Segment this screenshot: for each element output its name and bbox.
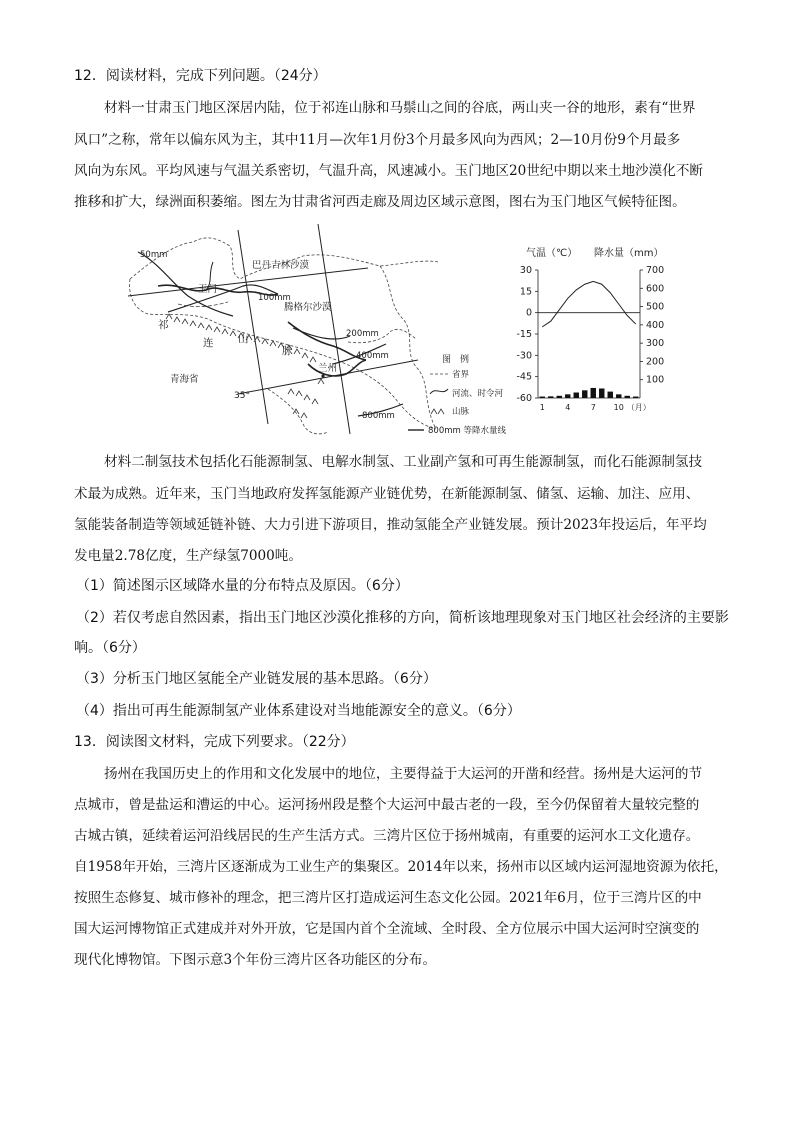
legend-mountain-swatch bbox=[431, 409, 444, 414]
precipitation-bar bbox=[548, 396, 553, 398]
tengger-desert-label: 腾格尔沙漠 bbox=[284, 302, 332, 313]
legend-border-label: 省界 bbox=[452, 370, 470, 380]
precipitation-bar bbox=[565, 394, 570, 398]
q13-body-line: 古城古镇，延续着运河沿线居民的生产生活方式。三湾片区位于扬州城南，有重要的运河水工文化遗存。 bbox=[74, 828, 700, 844]
isohyet-200mm-label: 200mm bbox=[346, 329, 379, 339]
q12-material1-line: 风口”之称，常年以偏东风为主，其中11月—次年1月份3个月最多风向为西风；2—10月份9个月最多 bbox=[74, 132, 681, 148]
q12-title: 12．阅读材料，完成下列问题。（24分） bbox=[74, 68, 327, 84]
qilian-char-qi: 祁 bbox=[158, 319, 169, 331]
q13-title: 13．阅读图文材料，完成下列要求。（22分） bbox=[74, 734, 355, 750]
latitude-35-label: 35° bbox=[234, 391, 250, 401]
precipitation-bar bbox=[608, 392, 613, 398]
isohyet-100mm-label: 100mm bbox=[258, 293, 291, 303]
q13-body-line: 自1958年开始，三湾片区逐渐成为工业生产的集聚区。2014年以来，扬州市以区域内运河湿地资源为依托， bbox=[74, 859, 728, 875]
precipitation-axis-title: 降水量（mm） bbox=[594, 248, 664, 259]
right-tick-label: 300 bbox=[646, 338, 665, 350]
left-tick-label: -30 bbox=[516, 350, 532, 362]
legend-title: 图 例 bbox=[442, 355, 470, 365]
precipitation-bar bbox=[591, 388, 596, 398]
q13-body-line: 点城市，曾是盐运和漕运的中心。运河扬州段是整个大运河中最古老的一段，至今仍保留着大量较完整的 bbox=[74, 797, 700, 813]
q12-material1-line: 推移和扩大，绿洲面积萎缩。图左为甘肃省河西走廊及周边区域示意图，图右为玉门地区气候特征图。 bbox=[74, 194, 686, 210]
yumen-climate-chart bbox=[490, 242, 690, 422]
qilian-char-shan: 山 bbox=[238, 333, 249, 345]
lanzhou-label: 兰州 bbox=[318, 363, 338, 374]
legend-river-label: 河流、时令河 bbox=[452, 389, 504, 399]
q12-subquestion-2-cont: 响。（6分） bbox=[74, 640, 146, 656]
isohyet-800mm-label: 800mm bbox=[362, 411, 395, 421]
q12-material2-line: 发电量2.78亿度，生产绿氢7000吨。 bbox=[74, 548, 302, 564]
precipitation-bar bbox=[540, 397, 545, 398]
left-tick-label: -60 bbox=[516, 393, 532, 404]
right-tick-label: 600 bbox=[646, 283, 665, 295]
lanzhou-city-dot bbox=[321, 374, 324, 377]
qilian-mountain-symbols bbox=[166, 314, 324, 418]
q12-subquestion-2: （2）若仅考虑自然因素，指出玉门地区沙漠化推移的方向，简析该地理现象对玉门地区社会经济的主要影 bbox=[76, 610, 729, 626]
q12-material1-line: 材料一甘肃玉门地区深居内陆，位于祁连山脉和马鬃山之间的谷底，两山夹一谷的地形，素有“世界 bbox=[104, 100, 696, 116]
precipitation-bar bbox=[557, 396, 562, 398]
isohyet bbox=[293, 328, 350, 339]
month-axis-unit: （月） bbox=[626, 403, 651, 412]
qinghai-province-label: 青海省 bbox=[170, 374, 199, 385]
legend-mountain-label: 山脉 bbox=[452, 407, 470, 417]
province-border bbox=[268, 389, 328, 434]
left-tick-label: -45 bbox=[516, 371, 532, 383]
qilian-char-lian: 连 bbox=[203, 337, 214, 349]
right-tick-label: 500 bbox=[646, 301, 665, 313]
q12-material2-line: 术最为成熟。近年来，玉门当地政府发挥氢能源产业链优势，在新能源制氢、储氢、运输、加注、应用、 bbox=[74, 486, 700, 502]
q13-body-line: 现代化博物馆。下图示意3个年份三湾片区各功能区的分布。 bbox=[74, 952, 437, 968]
month-tick-label: 7 bbox=[590, 403, 596, 412]
qilian-char-mai: 脉 bbox=[282, 345, 293, 357]
q12-subquestion-1: （1）简述图示区域降水量的分布特点及原因。（6分） bbox=[76, 578, 409, 594]
q12-material2-line: 材料二制氢技术包括化石能源制氢、电解水制氢、工业副产氢和可再生能源制氢，而化石能源制氢技 bbox=[104, 454, 703, 470]
legend-river-swatch bbox=[430, 389, 448, 394]
q13-body-line: 国大运河博物馆正式建成并对外开放，它是国内首个全流域、全时段、全方位展示中国大运河时空演变的 bbox=[74, 921, 700, 937]
q12-subquestion-4: （4）指出可再生能源制氢产业体系建设对当地能源安全的意义。（6分） bbox=[76, 703, 521, 719]
left-tick-label: -15 bbox=[516, 329, 532, 340]
precipitation-bar bbox=[625, 396, 630, 398]
q13-body-line: 扬州在我国历史上的作用和文化发展中的地位，主要得益于大运河的开凿和经营。扬州是大运河的节 bbox=[104, 766, 703, 782]
temperature-line bbox=[542, 281, 636, 327]
precipitation-bar bbox=[574, 393, 579, 398]
left-tick-label: 15 bbox=[519, 286, 532, 298]
q12-subquestion-3: （3）分析玉门地区氢能全产业链发展的基本思路。（6分） bbox=[76, 671, 437, 687]
month-tick-label: 4 bbox=[565, 403, 571, 412]
left-tick-label: 0 bbox=[525, 307, 532, 319]
isohyet-50mm-label: 50mm bbox=[140, 250, 168, 260]
right-tick-label: 200 bbox=[646, 356, 665, 368]
badain-jaran-desert-label: 巴丹吉林沙漠 bbox=[252, 260, 310, 271]
q12-material1-line: 风向为东风。平均风速与气温关系密切，气温升高，风速减小。玉门地区20世纪中期以来土地沙漠化不断 bbox=[74, 163, 704, 179]
isohyet-400mm-label: 400mm bbox=[356, 351, 389, 361]
q12-material2-line: 氢能装备制造等领域延链补链、大力引进下游项目，推动氢能全产业链发展。预计2023年投运后，年平均 bbox=[74, 517, 707, 533]
precipitation-bar bbox=[582, 390, 587, 398]
precipitation-bar bbox=[633, 397, 638, 398]
temperature-axis-title: 气温（℃） bbox=[526, 248, 578, 259]
legend-isohyet-label: 800mm 等降水量线 bbox=[428, 426, 506, 436]
river bbox=[288, 322, 366, 360]
yumen-label: 玉门 bbox=[198, 284, 218, 295]
right-tick-label: 100 bbox=[646, 374, 665, 386]
month-tick-label: 10 bbox=[613, 403, 624, 412]
province-border bbox=[380, 266, 436, 429]
province-border bbox=[130, 238, 438, 279]
precipitation-bar bbox=[616, 394, 621, 398]
month-tick-label: 1 bbox=[539, 403, 545, 412]
right-tick-label: 400 bbox=[646, 319, 665, 331]
precipitation-bar bbox=[599, 388, 604, 398]
hexi-corridor-map bbox=[118, 224, 518, 442]
right-tick-label: 700 bbox=[646, 265, 665, 276]
q13-body-line: 按照生态修复、城市修补的理念，把三湾片区打造成运河生态文化公园。2021年6月，位于三湾片区的中 bbox=[74, 890, 702, 906]
left-tick-label: 30 bbox=[519, 265, 532, 276]
